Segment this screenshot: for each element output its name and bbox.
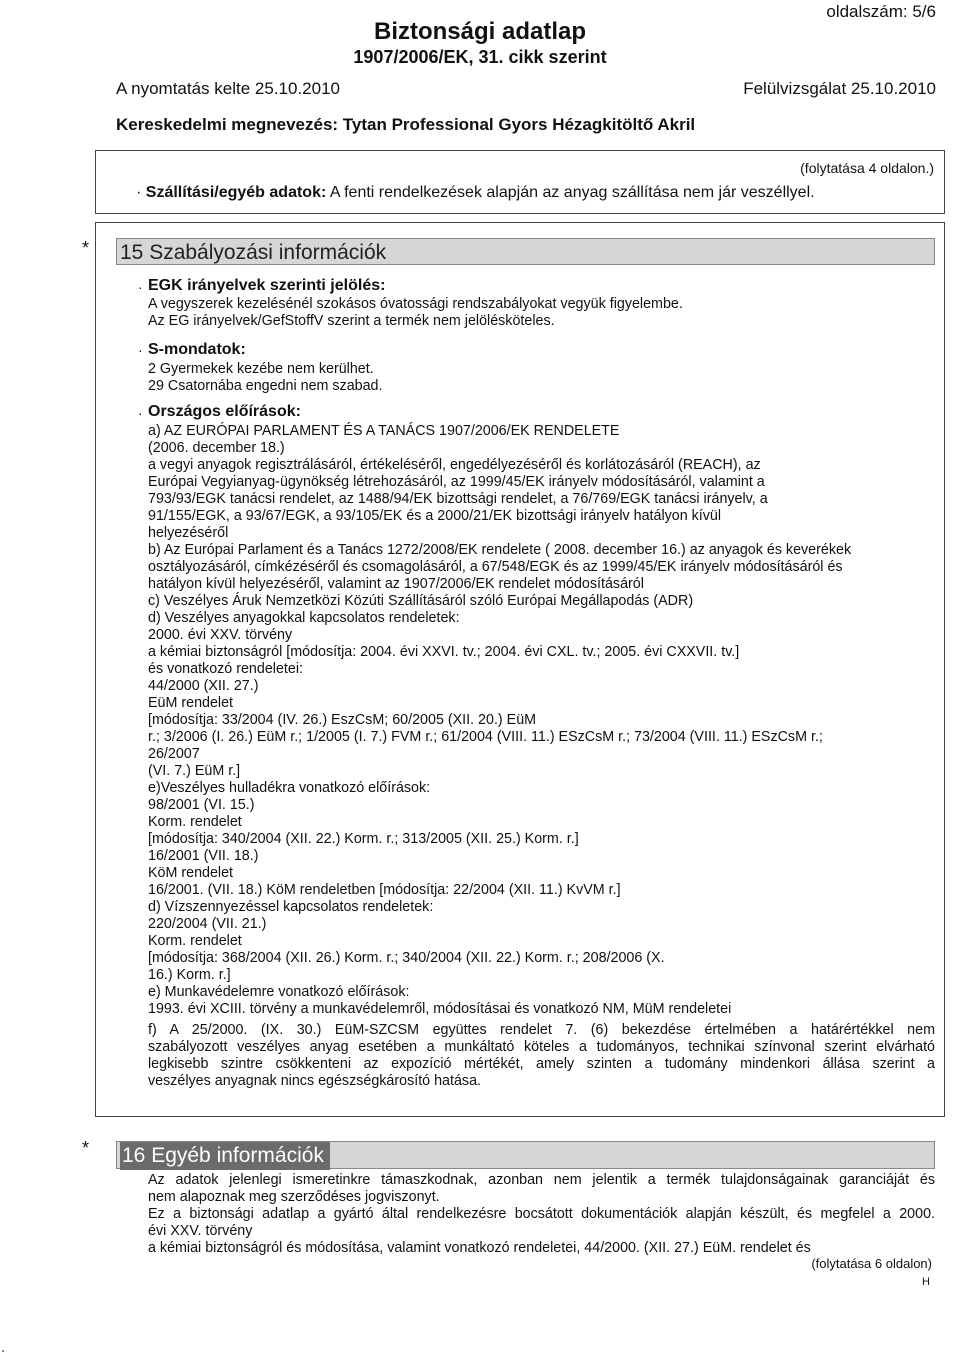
text-line: Korm. rendelet (148, 933, 242, 949)
text-line: nem alapoznak meg szerződéses jogviszonyt. (148, 1189, 440, 1205)
national-regulations-text (148, 423, 851, 1018)
transport-label: Szállítási/egyéb adatok: (145, 184, 327, 201)
text-line: d) Veszélyes anyagokkal kapcsolatos rendeletek: (148, 610, 460, 626)
transport-text: A fenti rendelkezések alapján az anyag szállítása nem jár veszéllyel. (329, 184, 815, 201)
text-line: e)Veszélyes hulladékra vonatkozó előírások: (148, 780, 431, 796)
corner-dot (2, 1350, 4, 1352)
text-line: (2006. december 18.) (148, 440, 285, 456)
text-line: 1993. évi XCIII. törvény a munkavédelemről, módosításai és vonatkozó NM, MüM rendeletei (148, 1001, 732, 1017)
print-date: A nyomtatás kelte 25.10.2010 (116, 79, 340, 98)
text-line: f) A 25/2000. (IX. 30.) EüM-SZCSM együttes rendelet 7. (6) bekezdése értelmében a határértékkel nem (148, 1022, 935, 1038)
text-line: 16/2001 (VII. 18.) (148, 848, 259, 864)
section16-text (148, 1172, 935, 1257)
text-line: 2000. évi XXV. törvény (148, 627, 293, 643)
revision-date: Felülvizsgálat 25.10.2010 (743, 79, 936, 98)
text-line: a kémiai biztonságról [módosítja: 2004. évi XXVI. tv.; 2004. évi CXL. tv.; 2005. évi CXXVII. tv.] (148, 644, 740, 660)
text-line: és vonatkozó rendeletei: (148, 661, 303, 677)
text-line: d) Vízszennyezéssel kapcsolatos rendeletek: (148, 899, 434, 915)
text-line: r.; 3/2006 (I. 26.) EüM r.; 1/2005 (I. 7.) FVM r.; 61/2004 (VIII. 11.) ESzCsM r.; 73/2004 (VIII. 11.) ESzCsM r.; (148, 729, 823, 745)
text-line: 16/2001. (VII. 18.) KöM rendeletben [módosítja: 22/2004 (XII. 11.) KvVM r.] (148, 882, 621, 898)
revision-asterisk: * (82, 238, 90, 258)
text-line: A vegyszerek kezelésénél szokásos óvatossági rendszabályokat vegyük figyelembe. (148, 296, 683, 312)
text-line: osztályozásáról, címkézéséről és csomagolásáról, a 67/548/EGK és az 1999/45/EK irányelv módosításáról és (148, 559, 843, 575)
text-line: Az EG irányelvek/GefStoffV szerint a termék nem jelölésköteles. (148, 313, 555, 329)
bullet: · (138, 405, 143, 421)
revision-asterisk: * (82, 1138, 90, 1158)
page-number: oldalszám: 5/6 (826, 2, 936, 21)
bullet: · (138, 342, 143, 358)
section16-title: 16 Egyéb információk (120, 1142, 330, 1170)
text-line: b) Az Európai Parlament és a Tanács 1272/2008/EK rendelete ( 2008. december 16.) az anyagok és keverékek (148, 542, 852, 558)
text-line: [módosítja: 33/2004 (IV. 26.) EszCsM; 60/2005 (XII. 20.) EüM (148, 712, 537, 728)
text-line: hatályon kívül helyezéséről, valamint az 1907/2006/EK rendelet módosításáról (148, 576, 644, 592)
text-line: 44/2000 (XII. 27.) (148, 678, 259, 694)
text-line: c) Veszélyes Áruk Nemzetközi Közúti Szállításáról szóló Európai Megállapodás (ADR) (148, 593, 694, 609)
transport-info (136, 184, 815, 202)
text-line: 91/155/EGK, a 93/67/EGK, a 93/105/EK és a 2000/21/EK bizottsági irányelv hatályon kívül (148, 508, 722, 524)
text-line: legkisebb szintre csökkenteni az expozíció mértékét, amely szinten a tudomány mindenkori állása szerint a (148, 1056, 935, 1072)
bullet: · (136, 184, 142, 201)
text-line: a vegyi anyagok regisztrálásáról, értékeléséről, engedélyezéséről és korlátozásáról (REACH), az (148, 457, 761, 473)
text-line: Korm. rendelet (148, 814, 242, 830)
text-line: szabályozott veszélyes anyag esetében a munkáltató köteles a tudományos, technikai színvonal szerint elvárható (148, 1039, 935, 1055)
text-line: 29 Csatornába engedni nem szabad. (148, 378, 383, 394)
text-line: Az adatok jelenlegi ismeretinkre támaszkodnak, azonban nem jelentik a termék tulajdonságainak garanciáját és (148, 1172, 935, 1188)
text-line: 2 Gyermekek kezébe nem kerülhet. (148, 361, 374, 377)
text-line: KöM rendelet (148, 865, 234, 881)
eu-labelling-text (148, 296, 683, 330)
text-line: e) Munkavédelemre vonatkozó előírások: (148, 984, 410, 1000)
text-line: 793/93/EGK tanácsi rendelet, az 1488/94/EK bizottsági rendelet, a 76/769/EGK tanácsi irányelv, a (148, 491, 768, 507)
text-line: évi XXV. törvény (148, 1223, 253, 1239)
text-line: (VI. 7.) EüM r.] (148, 763, 241, 779)
text-line: a kémiai biztonságról és módosítása, valamint vonatkozó rendeletei, 44/2000. (XII. 27.) EüM. rendelet és (148, 1240, 811, 1256)
text-line: EüM rendelet (148, 695, 234, 711)
s-phrases-heading: S-mondatok: (148, 341, 246, 358)
text-line: Ez a biztonsági adatlap a gyártó által rendelkezésre bocsátott dokumentációk alapján készült, és megfelel a 2000. (148, 1206, 935, 1222)
bullet: · (138, 279, 143, 295)
text-line: 26/2007 (148, 746, 200, 762)
section16-title-bar (116, 1141, 935, 1169)
section15-title: 15 Szabályozási információk (116, 238, 935, 265)
text-line: veszélyes anyagnak nincs egészségkárosító hatása. (148, 1073, 481, 1089)
document-subtitle: 1907/2006/EK, 31. cikk szerint (353, 47, 607, 67)
text-line: Európai Vegyianyag-ügynökség létrehozásáról, az 1999/45/EK irányelv módosításáról, valamint a (148, 474, 765, 490)
footer-mark: H (922, 1276, 930, 1288)
eu-labelling-heading: EGK irányelvek szerinti jelölés: (148, 277, 386, 294)
text-line: a) AZ EURÓPAI PARLAMENT ÉS A TANÁCS 1907/2006/EK RENDELETE (148, 423, 620, 439)
text-line: [módosítja: 340/2004 (XII. 22.) Korm. r.; 313/2005 (XII. 25.) Korm. r.] (148, 831, 579, 847)
text-line: helyezéséről (148, 525, 229, 541)
text-line: 220/2004 (VII. 21.) (148, 916, 267, 932)
text-line: 98/2001 (VI. 15.) (148, 797, 255, 813)
continued-from-note: (folytatása 4 oldalon.) (800, 160, 934, 176)
continued-to-note: (folytatása 6 oldalon) (811, 1256, 932, 1271)
document-title: Biztonsági adatlap (373, 18, 587, 45)
text-line: 16.) Korm. r.] (148, 967, 231, 983)
text-line: [módosítja: 368/2004 (XII. 26.) Korm. r.; 340/2004 (XII. 22.) Korm. r.; 208/2006 (X. (148, 950, 665, 966)
exposure-paragraph (148, 1022, 935, 1090)
s-phrases-text (148, 361, 382, 395)
national-regulations-heading: Országos előírások: (148, 403, 301, 420)
product-name: Kereskedelmi megnevezés: Tytan Professional Gyors Hézagkitöltő Akril (116, 115, 696, 134)
